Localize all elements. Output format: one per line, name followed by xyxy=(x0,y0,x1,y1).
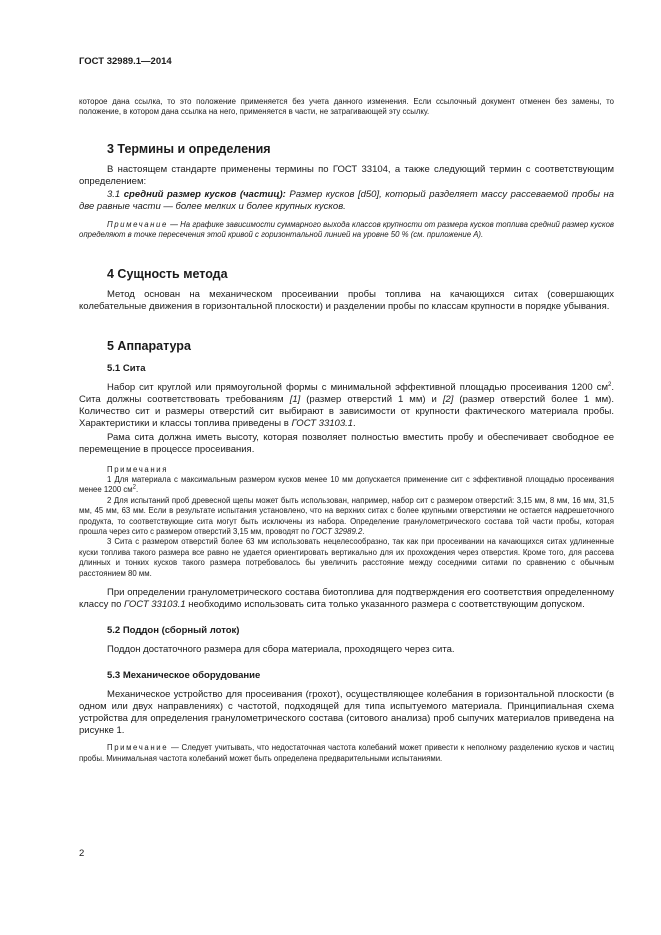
text-run: . Сита должны соответствовать требованиям xyxy=(79,381,614,405)
text-run: . xyxy=(135,485,139,495)
section-5-title: 5 Аппаратура xyxy=(107,338,191,353)
superscript: 2 xyxy=(608,381,612,388)
text-run: . xyxy=(362,527,365,537)
note-3: 3 Сита с размером отверстий более 63 мм использовать нецелесообразно, так как при просеивании на качающихся ситах удлиненные куски топлива такого размера все равно не удается ориентировать вертикально для их прохождения через отверстия. Кроме того, для рассева длинных и тонких кусков такого размера потребовалось бы увеличить расстояние между соседними ситами по сравнению с обычным расстоянием 80 мм. xyxy=(79,537,614,578)
s3-note xyxy=(79,220,614,241)
s3-term-definition xyxy=(79,189,614,213)
note-1 xyxy=(79,475,614,496)
reference: ГОСТ 33103.1 xyxy=(124,599,186,611)
text-run: 1 Для материала с максимальным размером кусков менее 10 мм допускается применение сит с эффективной площадью просеивания менее 1200 см xyxy=(79,475,614,495)
note-label: Примечание xyxy=(107,743,169,753)
section-3-title: 3 Термины и определения xyxy=(107,141,271,156)
s51-paragraph-2: Рама сита должна иметь высоту, которая позволяет полностью вместить пробу и обеспечивает свободное ее перемещение в процессе просеивания. xyxy=(79,431,614,455)
text-run: Набор сит круглой или прямоугольной формы с минимальной эффективной площадью просеивания 1200 см xyxy=(107,381,609,393)
superscript: 2 xyxy=(132,484,136,491)
text-run: (размер отверстий 1 мм) и xyxy=(300,393,443,405)
reference: ГОСТ 32989.2 xyxy=(311,527,363,537)
s53-paragraph-1: Механическое устройство для просеивания (грохот), осуществляющее колебания в горизонтальной плоскости (в одном или двух направлениях) с частотой, подходящей для типа испытуемого материала. Принципиальная схема устройства для определения гранулометрического состава (ситового анализа) проб сыпучих материалов приведена на рисунке 1. xyxy=(79,689,614,737)
text-run: . xyxy=(353,417,356,429)
document-page xyxy=(79,56,614,764)
intro-paragraph: которое дана ссылка, то это положение применяется без учета данного изменения. Если ссылочный документ отменен без замены, то положение, в котором дана ссылка на него, применяется в части, не затрагивающей эту ссылку. xyxy=(79,97,614,117)
s4-paragraph-1: Метод основан на механическом просеивании пробы топлива на качающихся ситах (совершающих колебательные движения в горизонтальной плоскости) и разделении пробы по классам крупности в порядке убывания. xyxy=(79,288,614,312)
note-text: — На графике зависимости суммарного выхода классов крупности от размера кусков топлива средний размер кусков определяют в точке пересечения этой кривой с горизонтальной линией на уровне 50 % (см. приложение А). xyxy=(79,219,614,240)
text-run: (размер отверстий более 1 мм). Количество сит и размеры отверстий сит выбирают в зависимости от крупности фактического материала пробы. Характеристики и классы топлива приведены в xyxy=(79,393,614,429)
s53-note xyxy=(79,743,614,764)
reference: ГОСТ 33103.1 xyxy=(291,417,354,429)
page-number: 2 xyxy=(79,848,85,859)
text-run: 2 Для испытаний проб древесной щепы может быть использован, например, набор сит с размером отверстий: 3,15 мм, 8 мм, 16 мм, 31,5 мм, 45 мм, 63 мм. Если в результате испытания установлено, что на верхних ситах с более крупными отверстиями не остается надрешеточного продукта, то соответствующие сита могут быть исключены из набора. Определение гранулометрического состава той части пробы, которая прошла через сито с размером отверстий 3,15 мм, проводят по xyxy=(79,495,614,537)
section-4-title: 4 Сущность метода xyxy=(107,266,228,281)
subsection-5-1-title: 5.1 Сита xyxy=(107,362,146,374)
note-label: Примечание xyxy=(107,219,168,229)
s52-paragraph-1: Поддон достаточного размера для сбора материала, проходящего через сита. xyxy=(107,644,455,656)
reference: [2] xyxy=(442,393,454,405)
subsection-5-3-title: 5.3 Механическое оборудование xyxy=(107,670,261,682)
reference: [1] xyxy=(289,393,301,405)
s51-paragraph-3 xyxy=(79,587,614,611)
subsection-5-2-title: 5.2 Поддон (сборный лоток) xyxy=(107,625,240,637)
notes-label: Примечания xyxy=(107,464,169,474)
note-2 xyxy=(79,496,614,538)
note-text: — Следует учитывать, что недостаточная частота колебаний может привести к неполному разделению кусков и частиц пробы. Минимальная частота колебаний может быть определена предварительными испытаниями. xyxy=(79,743,614,763)
term-definition: Размер кусков [d50], который разделяет массу рассеваемой пробы на две равные части — более мелких и более крупных кусков. xyxy=(79,188,614,212)
s3-paragraph-1: В настоящем стандарте применены термины по ГОСТ 33104, а также следующий термин с соответствующим определением: xyxy=(79,163,614,187)
s51-paragraph-1 xyxy=(79,382,614,430)
text-run: необходимо использовать сита только указанного размера с соответствующим допуском. xyxy=(185,599,585,611)
term-number: 3.1 xyxy=(107,188,124,200)
text-run: При определении гранулометрического состава биотоплива для подтверждения его соответствия определенному классу по xyxy=(79,587,614,611)
document-header: ГОСТ 32989.1—2014 xyxy=(79,56,172,67)
term-name: средний размер кусков (частиц): xyxy=(123,188,286,200)
